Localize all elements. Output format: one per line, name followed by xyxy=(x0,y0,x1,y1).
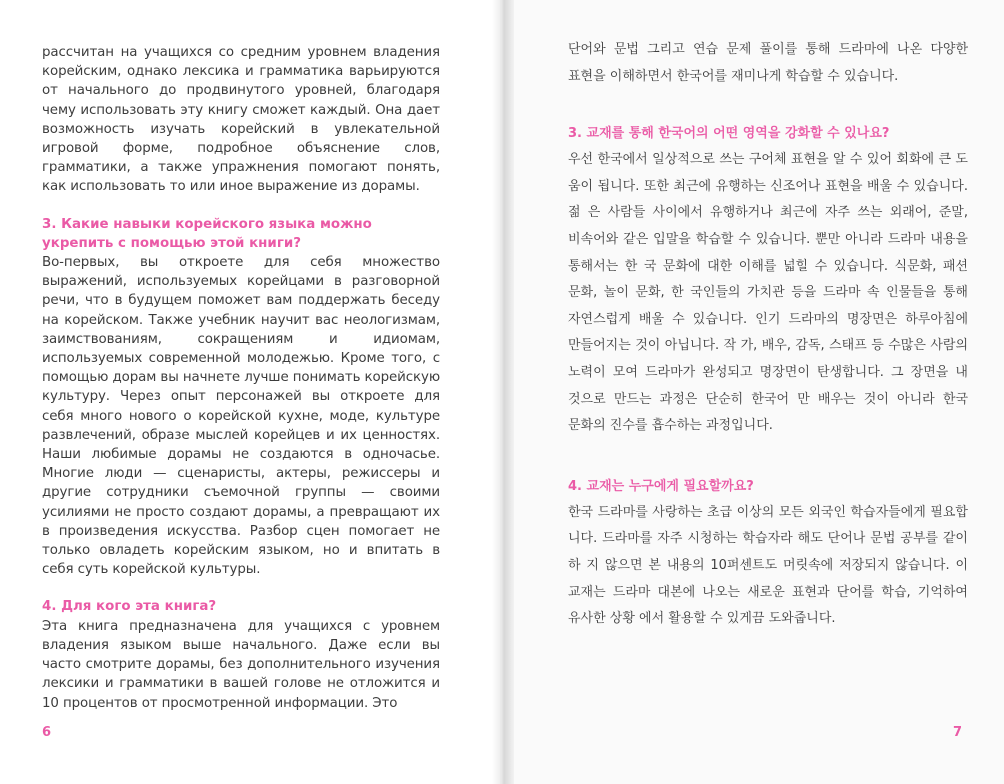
right-page xyxy=(500,0,1004,784)
left-intro-paragraph: рассчитан на учащихся со средним уровнем владения корейским, однако лексика и грамматика варьируются от начального до продвинутого уровней, благодаря чему использовать эту книгу сможет каждый. Она дает возможность изучать корейский в увлекательной игровой форме, подробное объяснение слов, грамматики, а также упражнения помогают понять, как использовать то или иное выражение из дорамы. xyxy=(42,45,440,195)
book-gutter-shadow xyxy=(492,0,514,784)
left-section4-heading: 4. Для кого эта книга? xyxy=(42,599,217,615)
right-page-number: 7 xyxy=(952,725,962,740)
right-section3-heading: 3. 교재를 통해 한국어의 어떤 영역을 강화할 수 있나요? xyxy=(568,126,890,142)
left-section3-heading: 3. Какие навыки корейского языка можно укрепить с помощью этой книги? xyxy=(42,216,372,251)
left-column xyxy=(42,43,440,713)
right-intro-paragraph: 단어와 문법 그리고 연습 문제 풀이를 통해 드라마에 나온 다양한 표현을 이해하면서 한국어를 재미나게 학습할 수 있습니다. xyxy=(568,42,968,84)
left-page-number: 6 xyxy=(42,725,52,740)
left-section4-paragraph: Эта книга предназначена для учащихся с уровнем владения языком выше начального. Даже если вы часто смотрите дорамы, без дополнительного изучения лексики и грамматики в вашей голове не отложится и 10 процентов от просмотренной информации. Это xyxy=(42,618,440,711)
right-column xyxy=(568,37,968,633)
right-section4-paragraph: 한국 드라마를 사랑하는 초급 이상의 모든 외국인 학습자들에게 필요합 니다. 드라마를 자주 시청하는 학습자라 해도 단어나 문법 공부를 같이 하 지 않으면 본 내용의 10퍼센트도 머릿속에 저장되지 않습니다. 이 교재는 드라마 대본에 나오는 새로운 표현과 단어를 학습, 기억하여 유사한 상황 에서 활용할 수 있게끔 도와줍니다. xyxy=(568,504,968,627)
right-section4-heading: 4. 교재는 누구에게 필요할까요? xyxy=(568,478,754,494)
left-section3-paragraph: Во-первых, вы откроете для себя множество выражений, используемых корейцами в разговорной речи, что в будущем поможет вам поддержать беседу на корейском. Также учебник научит вас неологизмам, заимствованиям, сокращениям и идиомам, используемых современной молодежью. Кроме того, с помощью дорам вы начнете лучше понимать корейскую культуру. Через опыт персонажей вы откроете для себя много нового о корейской кухне, моде, культуре развлечений, образе мыслей корейцев и их ценностях. Наши любимые дорамы не создаются в одночасье. Многие люди — сценаристы, актеры, режиссеры и другие сотрудники съемочной группы — своими усилиями не просто создают дорамы, а превращают их в произведения искусства. Разбор сцен помогает не только овладеть корейским языком, но и впитать в себя суть корейской культуры. xyxy=(42,255,440,578)
right-section3-paragraph: 우선 한국에서 일상적으로 쓰는 구어체 표현을 알 수 있어 회화에 큰 도 움이 됩니다. 또한 최근에 유행하는 신조어나 표현을 배울 수 있습니다. 젊 은 사람들 사이에서 유행하거나 최근에 자주 쓰는 외래어, 준말, 비속어와 같은 입말을 학습할 수 있습니다. 뿐만 아니라 드라마 내용을 통해서는 한 국 문화에 대한 이해를 넓힐 수 있습니다. 식문화, 패션 문화, 놀이 문화, 한 국인들의 가치관 등을 드라마 속 인물들을 통해 자연스럽게 배울 수 있습니다. 인기 드라마의 명장면은 하루아침에 만들어지는 것이 아닙니다. 작 가, 배우, 감독, 스태프 등 수많은 사람의 노력이 모여 드라마가 완성되고 명장면이 탄생합니다. 그 장면을 내 것으로 만드는 과정은 단순히 한국어 만 배우는 것이 아니라 한국 문화의 진수를 흡수하는 과정입니다. xyxy=(568,152,968,434)
left-page xyxy=(0,0,500,784)
